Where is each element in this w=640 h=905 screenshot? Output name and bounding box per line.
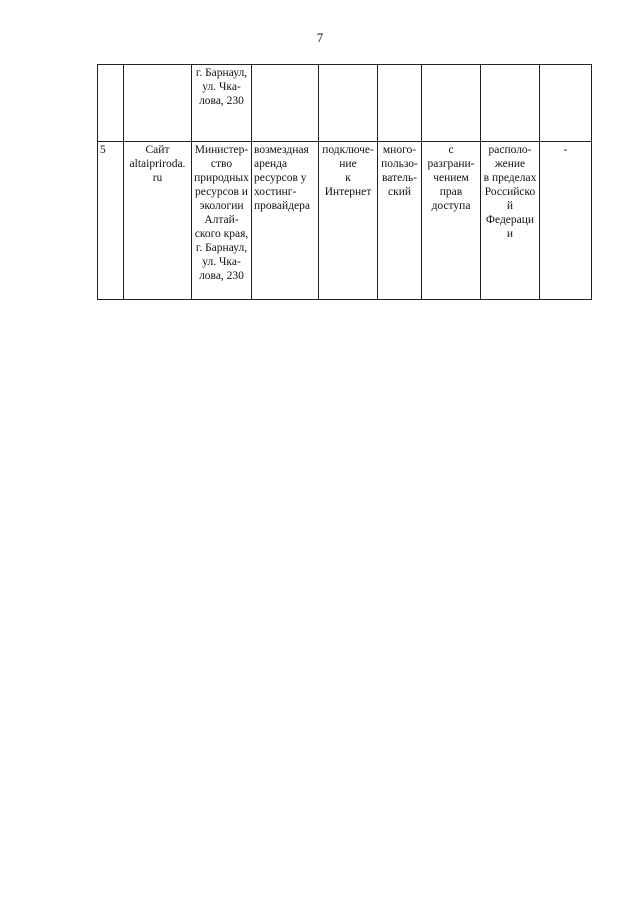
mode-line: ский bbox=[388, 186, 411, 198]
table-row-continuation bbox=[98, 65, 592, 142]
cell-basis bbox=[252, 142, 319, 300]
cell-num: 5 bbox=[98, 142, 124, 300]
table-row-5 bbox=[98, 142, 592, 300]
cell-location bbox=[481, 65, 540, 142]
basis-line: провайдера bbox=[254, 200, 311, 212]
cell-note bbox=[540, 65, 592, 142]
location-line: Российской bbox=[484, 186, 536, 212]
owner-line: Министер- bbox=[194, 144, 249, 156]
connection-line: подключе- bbox=[322, 144, 374, 156]
owner-line: ство bbox=[210, 158, 233, 170]
basis-line: аренда bbox=[254, 158, 288, 170]
cell-num bbox=[98, 65, 124, 142]
basis-line: хостинг- bbox=[254, 186, 297, 198]
owner-line: г. Барнаул, bbox=[195, 67, 248, 79]
cell-name bbox=[124, 65, 192, 142]
basis-line: ресурсов у bbox=[254, 172, 307, 184]
mode-line: много- bbox=[382, 144, 417, 156]
owner-line: экологии bbox=[199, 200, 244, 212]
cell-name bbox=[124, 142, 192, 300]
location-line: жение bbox=[494, 158, 526, 170]
cell-mode bbox=[378, 142, 422, 300]
basis-line: возмездная bbox=[254, 144, 309, 156]
access-line: с разграни- bbox=[427, 144, 475, 170]
location-line: располо- bbox=[488, 144, 532, 156]
access-line: доступа bbox=[431, 200, 471, 212]
owner-line: лова, 230 bbox=[199, 95, 244, 107]
cell-basis bbox=[252, 65, 319, 142]
name-line: altaipriroda. bbox=[129, 158, 186, 170]
connection-line: к Интернет bbox=[324, 172, 372, 198]
owner-line: ского края, bbox=[194, 228, 249, 240]
cell-access bbox=[422, 142, 481, 300]
location-line: Федерации bbox=[485, 214, 535, 240]
cell-connection bbox=[319, 65, 378, 142]
connection-line: ние bbox=[339, 158, 357, 170]
cell-owner bbox=[192, 65, 252, 142]
cell-mode bbox=[378, 65, 422, 142]
name-line: ru bbox=[152, 172, 163, 184]
name-line: Сайт bbox=[145, 144, 170, 156]
owner-line: ул. Чка- bbox=[202, 81, 241, 93]
registry-table bbox=[97, 64, 592, 300]
mode-line: ватель- bbox=[381, 172, 418, 184]
owner-line: г. Барнаул, bbox=[195, 242, 248, 254]
owner-line: ул. Чка- bbox=[202, 256, 241, 268]
owner-line: Алтай- bbox=[204, 214, 239, 226]
mode-line: пользо- bbox=[381, 158, 418, 170]
cell-access bbox=[422, 65, 481, 142]
owner-line: природных bbox=[194, 172, 249, 184]
owner-line: лова, 230 bbox=[199, 270, 244, 282]
page-number: 7 bbox=[316, 30, 324, 45]
cell-note: - bbox=[540, 142, 592, 300]
access-line: прав bbox=[439, 186, 463, 198]
access-line: чением bbox=[433, 172, 469, 184]
cell-connection bbox=[319, 142, 378, 300]
cell-location bbox=[481, 142, 540, 300]
cell-owner bbox=[192, 142, 252, 300]
owner-line: ресурсов и bbox=[195, 186, 248, 198]
location-line: в пределах bbox=[483, 172, 537, 184]
